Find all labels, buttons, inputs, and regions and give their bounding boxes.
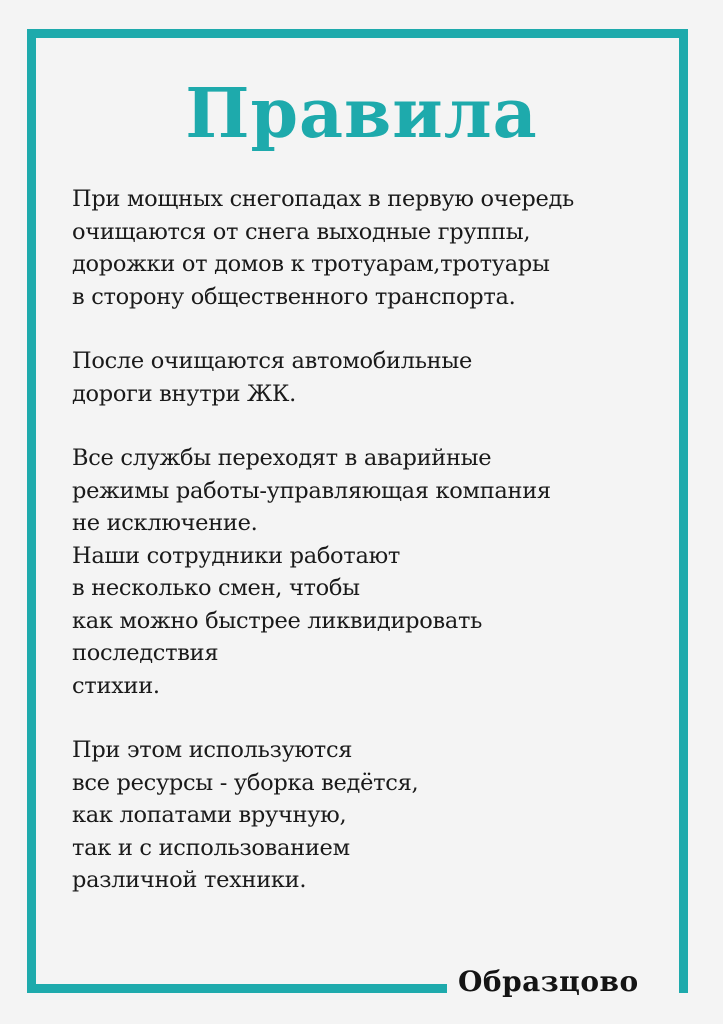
- text-line: как лопатами вручную,: [72, 802, 347, 828]
- text-line: последствия: [72, 640, 219, 666]
- text-line: дорожки от домов к тротуарам,тротуары: [72, 251, 550, 277]
- paragraph-roads: [72, 345, 692, 410]
- paragraph-priority-cleaning: [72, 183, 692, 313]
- text-line: так и с использованием: [72, 834, 350, 861]
- text-line: При этом используются: [72, 737, 353, 763]
- text-line: различной техники.: [72, 867, 307, 893]
- text-line: в несколько смен, чтобы: [72, 575, 360, 601]
- poster-body: [72, 183, 692, 929]
- text-line: как можно быстрее ликвидировать: [72, 607, 483, 634]
- paragraph-emergency-mode: [72, 442, 692, 702]
- text-line: в сторону общественного транспорта.: [72, 283, 516, 310]
- text-line: все ресурсы - уборка ведётся,: [72, 769, 419, 796]
- text-line: режимы работы-управляющая компания: [72, 477, 551, 504]
- paragraph-resources: [72, 734, 692, 897]
- text-line: После очищаются автомобильные: [72, 348, 472, 374]
- text-line: дороги внутри ЖК.: [72, 380, 296, 407]
- text-line: При мощных снегопадах в первую очередь: [72, 186, 574, 212]
- text-line: не исключение.: [72, 510, 258, 536]
- text-line: Все службы переходят в аварийные: [72, 445, 492, 471]
- text-line: Наши сотрудники работают: [72, 542, 401, 569]
- text-line: очищаются от снега выходные группы,: [72, 218, 531, 245]
- brand-logo: Образцово: [458, 965, 639, 998]
- poster-title: Правила: [185, 74, 538, 154]
- text-line: стихии.: [72, 672, 160, 699]
